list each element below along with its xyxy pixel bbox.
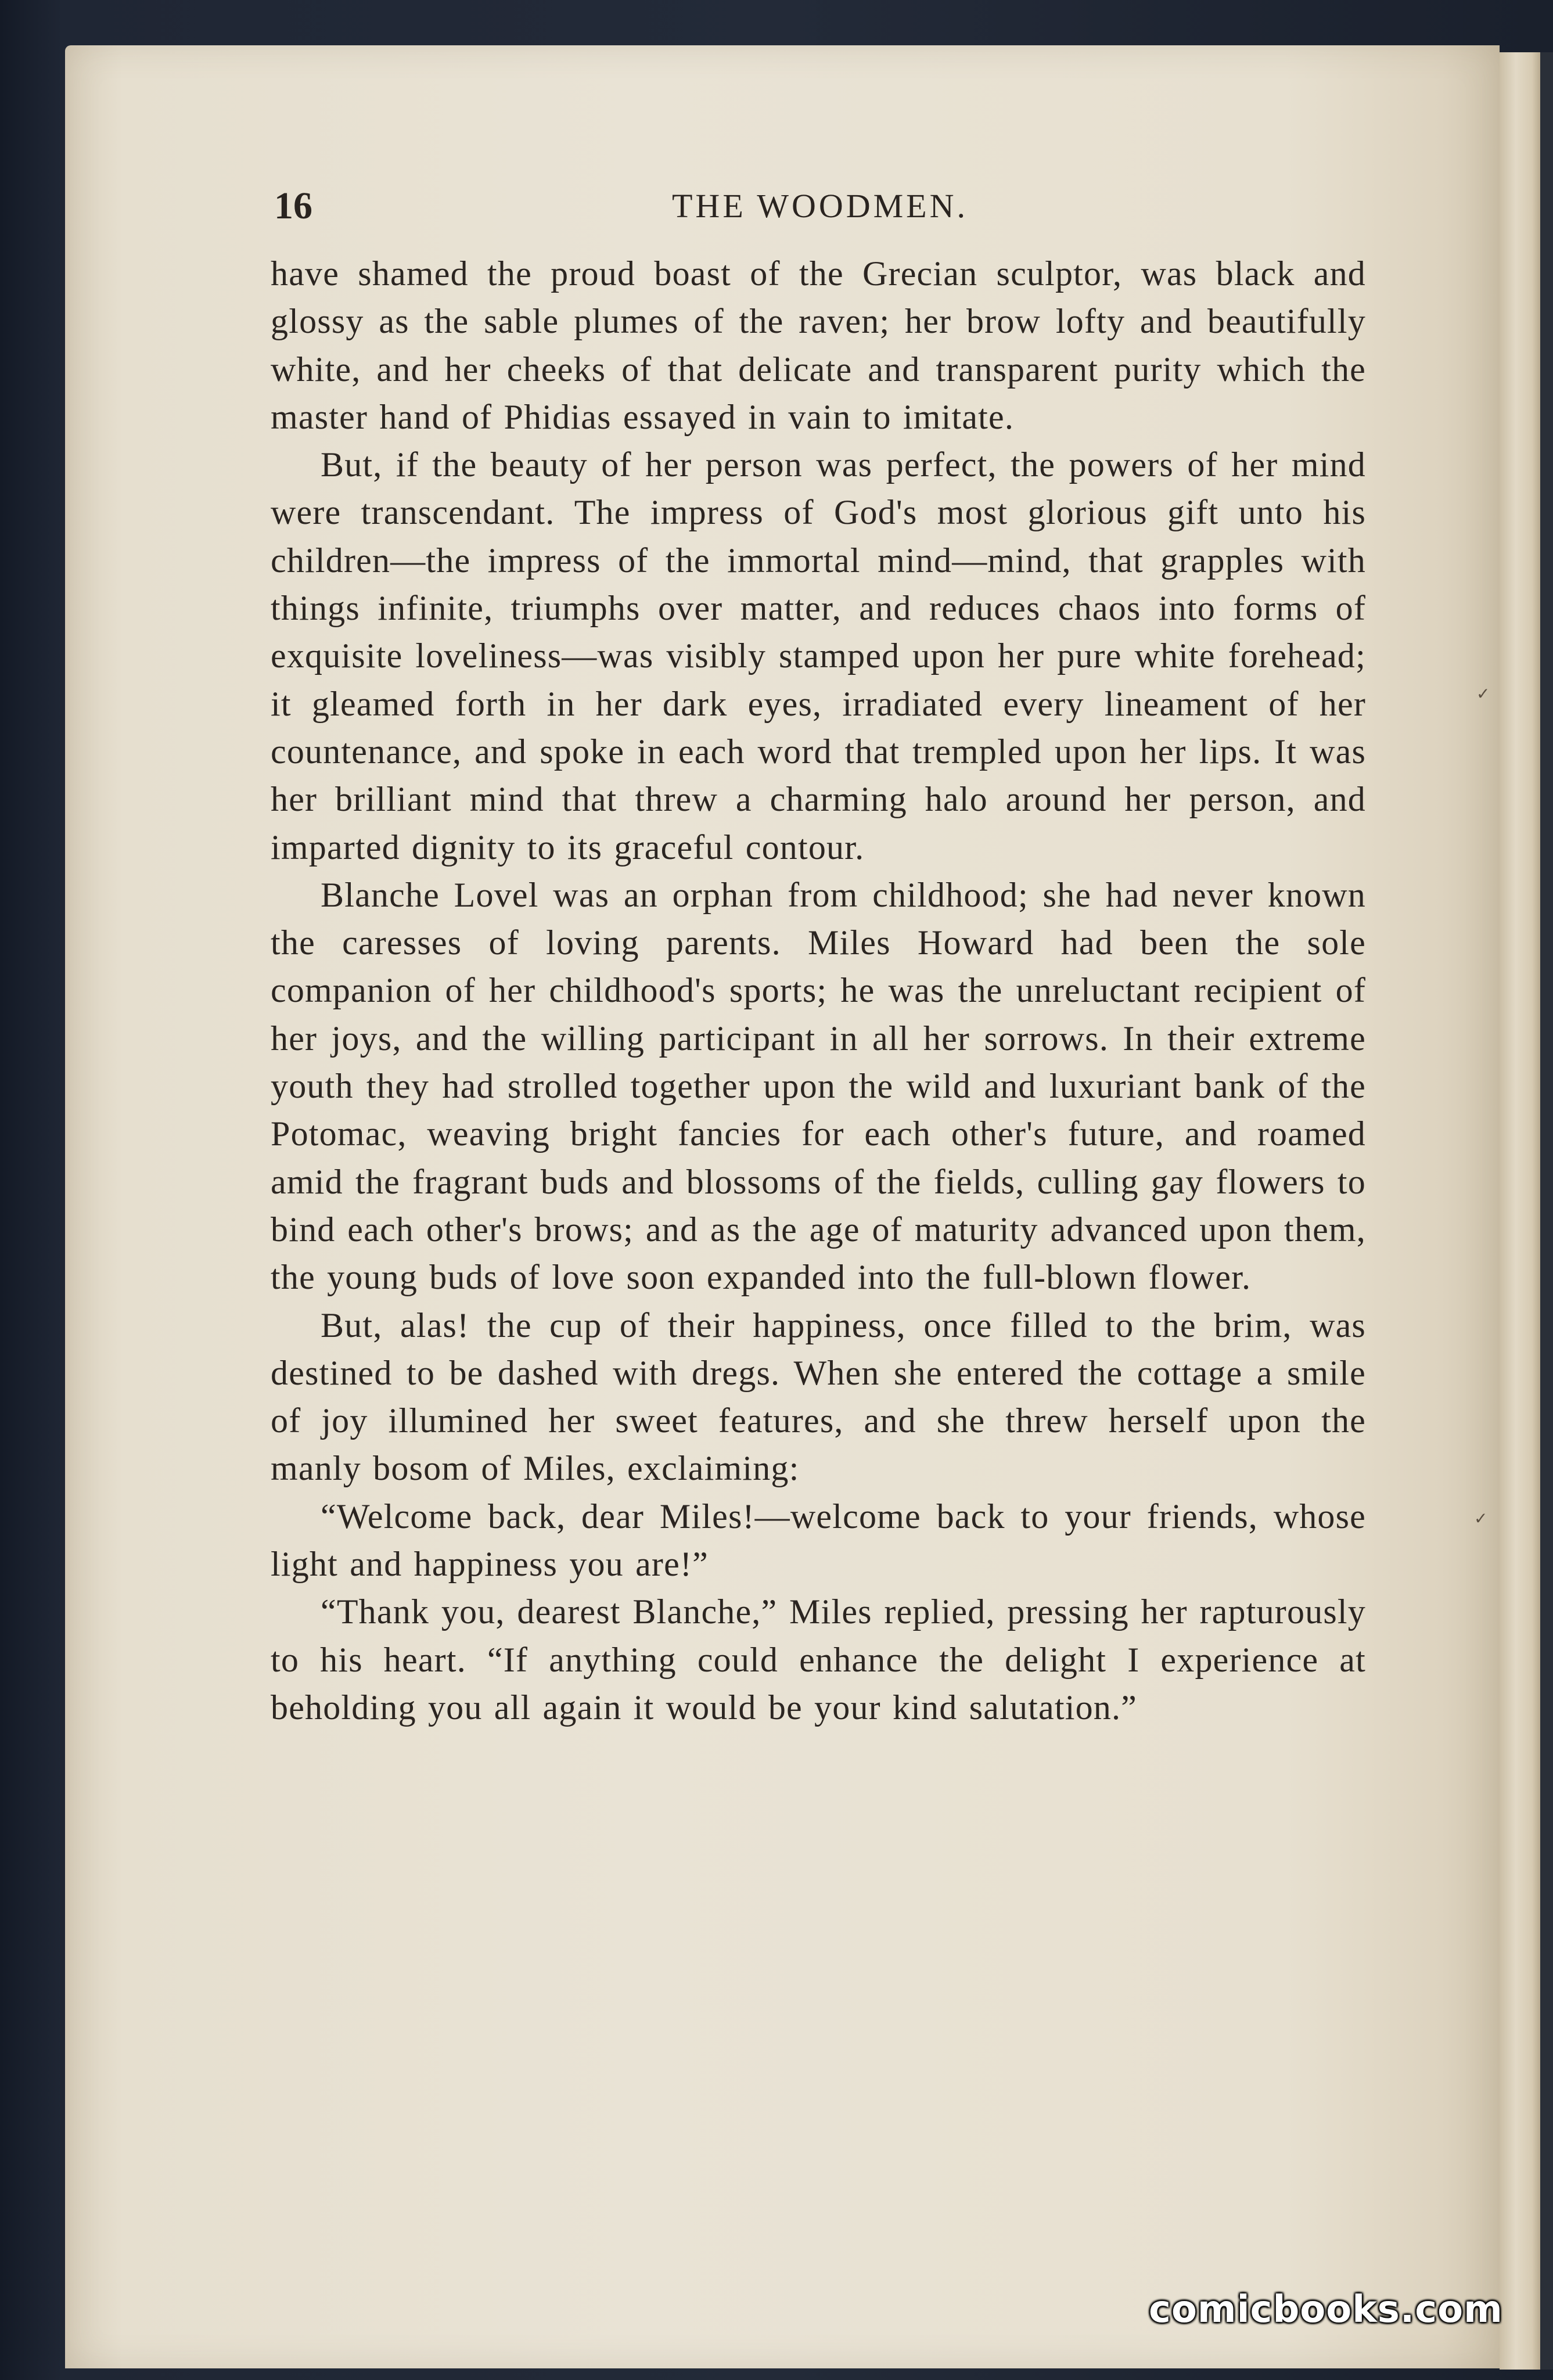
- watermark-logo: comicbooks.com: [1149, 2288, 1503, 2331]
- body-text: [271, 250, 1366, 1731]
- paragraph: have shamed the proud boast of the Grecian sculptor, was black and glossy as the sable plumes of the raven; her brow lofty and beautifully white, and her cheeks of that delicate and transparent purity which the master hand of Phidias essayed in vain to imitate.: [271, 254, 1366, 436]
- page-edge: [1500, 52, 1540, 2370]
- paragraph: “Thank you, dearest Blanche,” Miles replied, pressing her rapturously to his heart. “If anything could enhance the delight I experience at beholding you all again it would be your kind salutation.”: [271, 1592, 1366, 1727]
- paragraph: “Welcome back, dear Miles!—welcome back to your friends, whose light and happiness you are!”: [271, 1497, 1366, 1584]
- page-number: 16: [274, 185, 312, 227]
- paragraph: But, alas! the cup of their happiness, once filled to the brim, was destined to be dashed with dregs. When she entered the cottage a smile of joy illumined her sweet features, and she threw herself upon the manly bosom of Miles, exclaiming:: [271, 1306, 1366, 1488]
- margin-mark: ✓: [1476, 685, 1490, 703]
- running-title: THE WOODMEN.: [672, 187, 968, 225]
- paragraph: But, if the beauty of her person was perfect, the powers of her mind were transcendant. The impress of God's most glorious gift unto his children—the impress of the immortal mind—mind, that grapples with things infinite, triumphs over matter, and reduces chaos into forms of exquisite loveliness—was visibly stamped upon her pure white forehead; it gleamed forth in her dark eyes, irradiated every lineament of her countenance, and spoke in each word that trempled upon her lips. It was her brilliant mind that threw a charming halo around her person, and imparted dignity to its graceful contour.: [271, 445, 1366, 867]
- page-edge-shadow: [1540, 52, 1553, 2370]
- page-header: [274, 180, 1366, 232]
- paragraph: Blanche Lovel was an orphan from childhood; she had never known the caresses of loving parents. Miles Howard had been the sole companion of her childhood's sports; he was the unreluctant recipient of her joys, and the willing participant in all her sorrows. In their extreme youth they had strolled together upon the wild and luxuriant bank of the Potomac, weaving bright fancies for each other's future, and roamed amid the fragrant buds and blossoms of the fields, culling gay flowers to bind each other's brows; and as the age of maturity advanced upon them, the young buds of love soon expanded into the full-blown flower.: [271, 875, 1366, 1297]
- margin-mark: ✓: [1474, 1510, 1488, 1528]
